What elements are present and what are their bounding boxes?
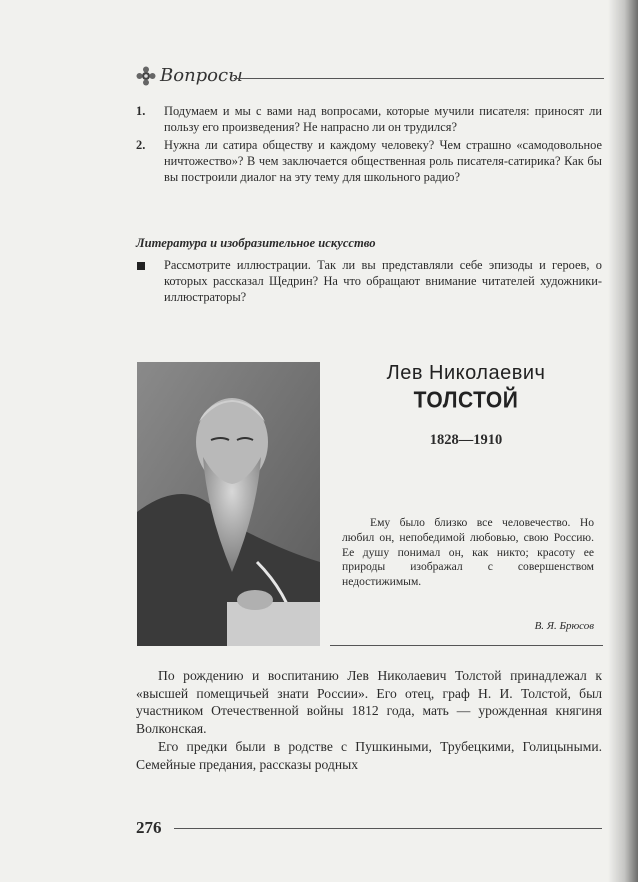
flower-icon (136, 66, 156, 86)
portrait-image (137, 362, 320, 646)
header-rule (234, 78, 604, 79)
section-header (136, 64, 604, 90)
epigraph-rule (330, 645, 603, 646)
author-surname: ТОЛСТОЙ (413, 387, 519, 414)
author-portrait (137, 362, 320, 646)
page-edge-shadow (608, 0, 638, 882)
task-text: Рассмотрите иллюстрации. Так ли вы представляли себе эпизоды и героев, о которых рассказал Щедрин? На что обращают внимание читателей художники-иллюстраторы? (164, 258, 602, 304)
body-paragraph: По рождению и воспитанию Лев Николаевич Толстой принадлежал к «высшей помещичьей знати России». Его отец, граф Н. И. Толстой, был участником Отечественной войны 1812 года, мать — урожденная княгиня Волконская. (136, 668, 602, 736)
footer-rule (174, 828, 602, 829)
author-name (330, 360, 602, 414)
question-number: 2. (136, 138, 146, 152)
question-number: 1. (136, 104, 146, 118)
body-text (136, 667, 602, 775)
body-paragraph: Его предки были в родстве с Пушкиными, Трубецкими, Голицыными. Семейные предания, рассказы родных (136, 739, 602, 772)
task-block (136, 257, 602, 305)
questions-list (136, 103, 602, 187)
epigraph-body: Ему было близко все человечество. Но любил он, непобедимой любовью, свою Россию. Ее душу понимал он, как никто; красоту ее природы изображал с совершенством недостижимым. (342, 516, 594, 589)
question-item (136, 103, 602, 135)
subheading: Литература и изобразительное искусство (136, 236, 376, 250)
epigraph-author: В. Я. Брюсов (534, 620, 594, 632)
question-text: Подумаем и мы с вами над вопросами, которые мучили писателя: приносят ли пользу его произведения? Не напрасно ли он трудился? (164, 104, 602, 134)
epigraph-text (342, 516, 594, 590)
author-dates: 1828—1910 (429, 432, 503, 448)
section-title: Вопросы (160, 65, 243, 86)
author-first-names: Лев Николаевич (386, 362, 546, 384)
question-text: Нужна ли сатира обществу и каждому человеку? Чем страшно «самодовольное ничтожество»? В чем заключается общественная роль писателя-сатирика? Как бы вы построили диалог на эту тему для школьного радио? (164, 138, 602, 184)
page-number: 276 (136, 818, 162, 837)
question-item (136, 137, 602, 185)
square-bullet-icon (137, 262, 145, 270)
